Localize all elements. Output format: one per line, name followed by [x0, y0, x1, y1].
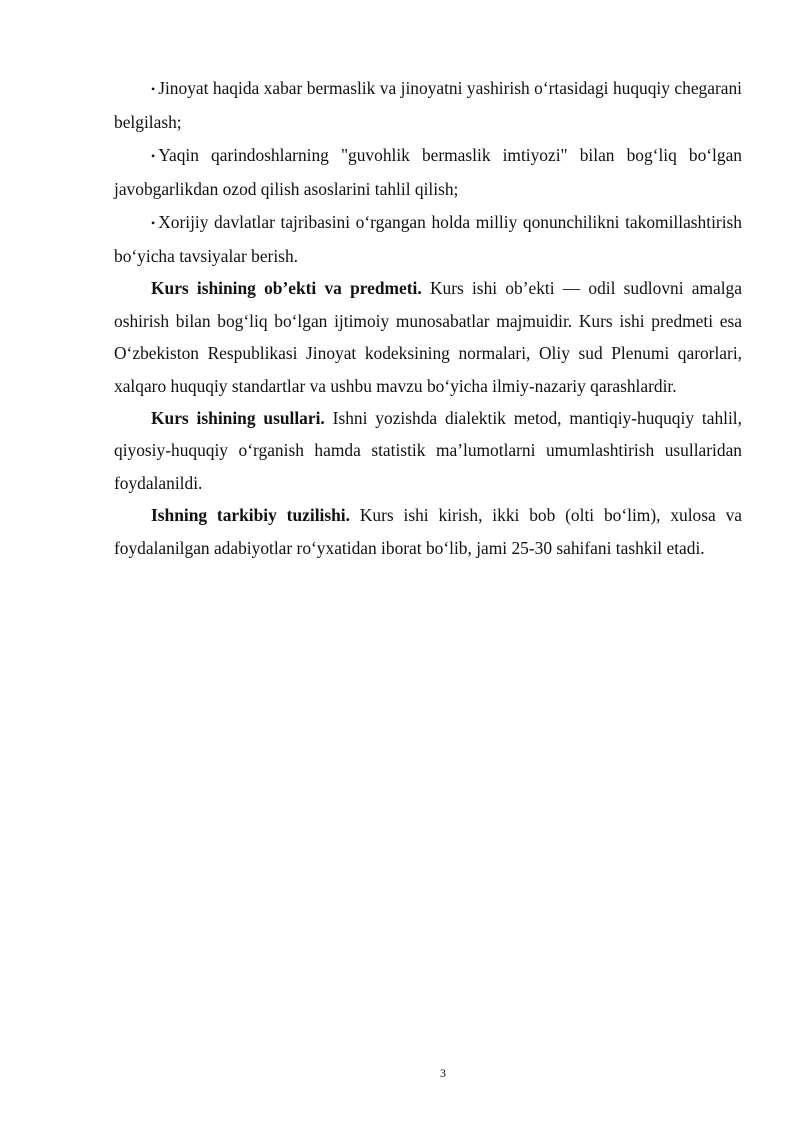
bullet-icon: •: [151, 82, 156, 96]
section-heading: Ishning tarkibiy tuzilishi.: [151, 505, 350, 526]
structure-paragraph: [114, 499, 742, 564]
object-subject-paragraph: [114, 272, 742, 402]
section-text: Kurs ishi kirish, ikki bob (olti boʻlim), xulosa va foydalanilgan adabiyotlar roʻyxatidan iborat boʻlib, jami 25-30 sahifani tashkil etadi.: [114, 505, 742, 558]
methods-paragraph: [114, 402, 742, 499]
section-heading: Kurs ishining usullari.: [151, 408, 325, 429]
section-heading: Kurs ishining ob’ekti va predmeti.: [151, 278, 422, 299]
bullet-item: [114, 72, 742, 139]
page-number: 3: [440, 1066, 446, 1080]
bullet-item: [114, 139, 742, 206]
bullet-icon: •: [151, 215, 156, 230]
bullet-item: [114, 206, 742, 273]
section-text: Kurs ishi ob’ekti — odil sudlovni amalga oshirish bilan bogʻliq boʻlgan ijtimoiy munosabatlar majmuidir. Kurs ishi predmeti esa Oʻzbekiston Respublikasi Jinoyat kodeksining normalari, Oliy sud Plenumi qarorlari, xalqaro huquqiy standartlar va ushbu mavzu boʻyicha ilmiy-nazariy qarashlardir.: [114, 278, 742, 396]
section-text: Ishni yozishda dialektik metod, mantiqiy-huquqiy tahlil, qiyosiy-huquqiy oʻrganish hamda statistik ma’lumotlarni umumlashtirish usullaridan foydalanildi.: [114, 408, 742, 493]
bullet-text: Jinoyat haqida xabar bermaslik va jinoyatni yashirish oʻrtasidagi huquqiy chegarani belgilash;: [114, 78, 742, 133]
bullet-icon: •: [151, 148, 156, 163]
bullet-text: Yaqin qarindoshlarning "guvohlik bermaslik imtiyozi" bilan bogʻliq boʻlgan javobgarlikdan ozod qilish asoslarini tahlil qilish;: [114, 144, 742, 200]
bullet-text: Xorijiy davlatlar tajribasini oʻrgangan holda milliy qonunchilikni takomillashtirish boʻyicha tavsiyalar berish.: [114, 211, 742, 267]
document-page: [114, 72, 742, 564]
